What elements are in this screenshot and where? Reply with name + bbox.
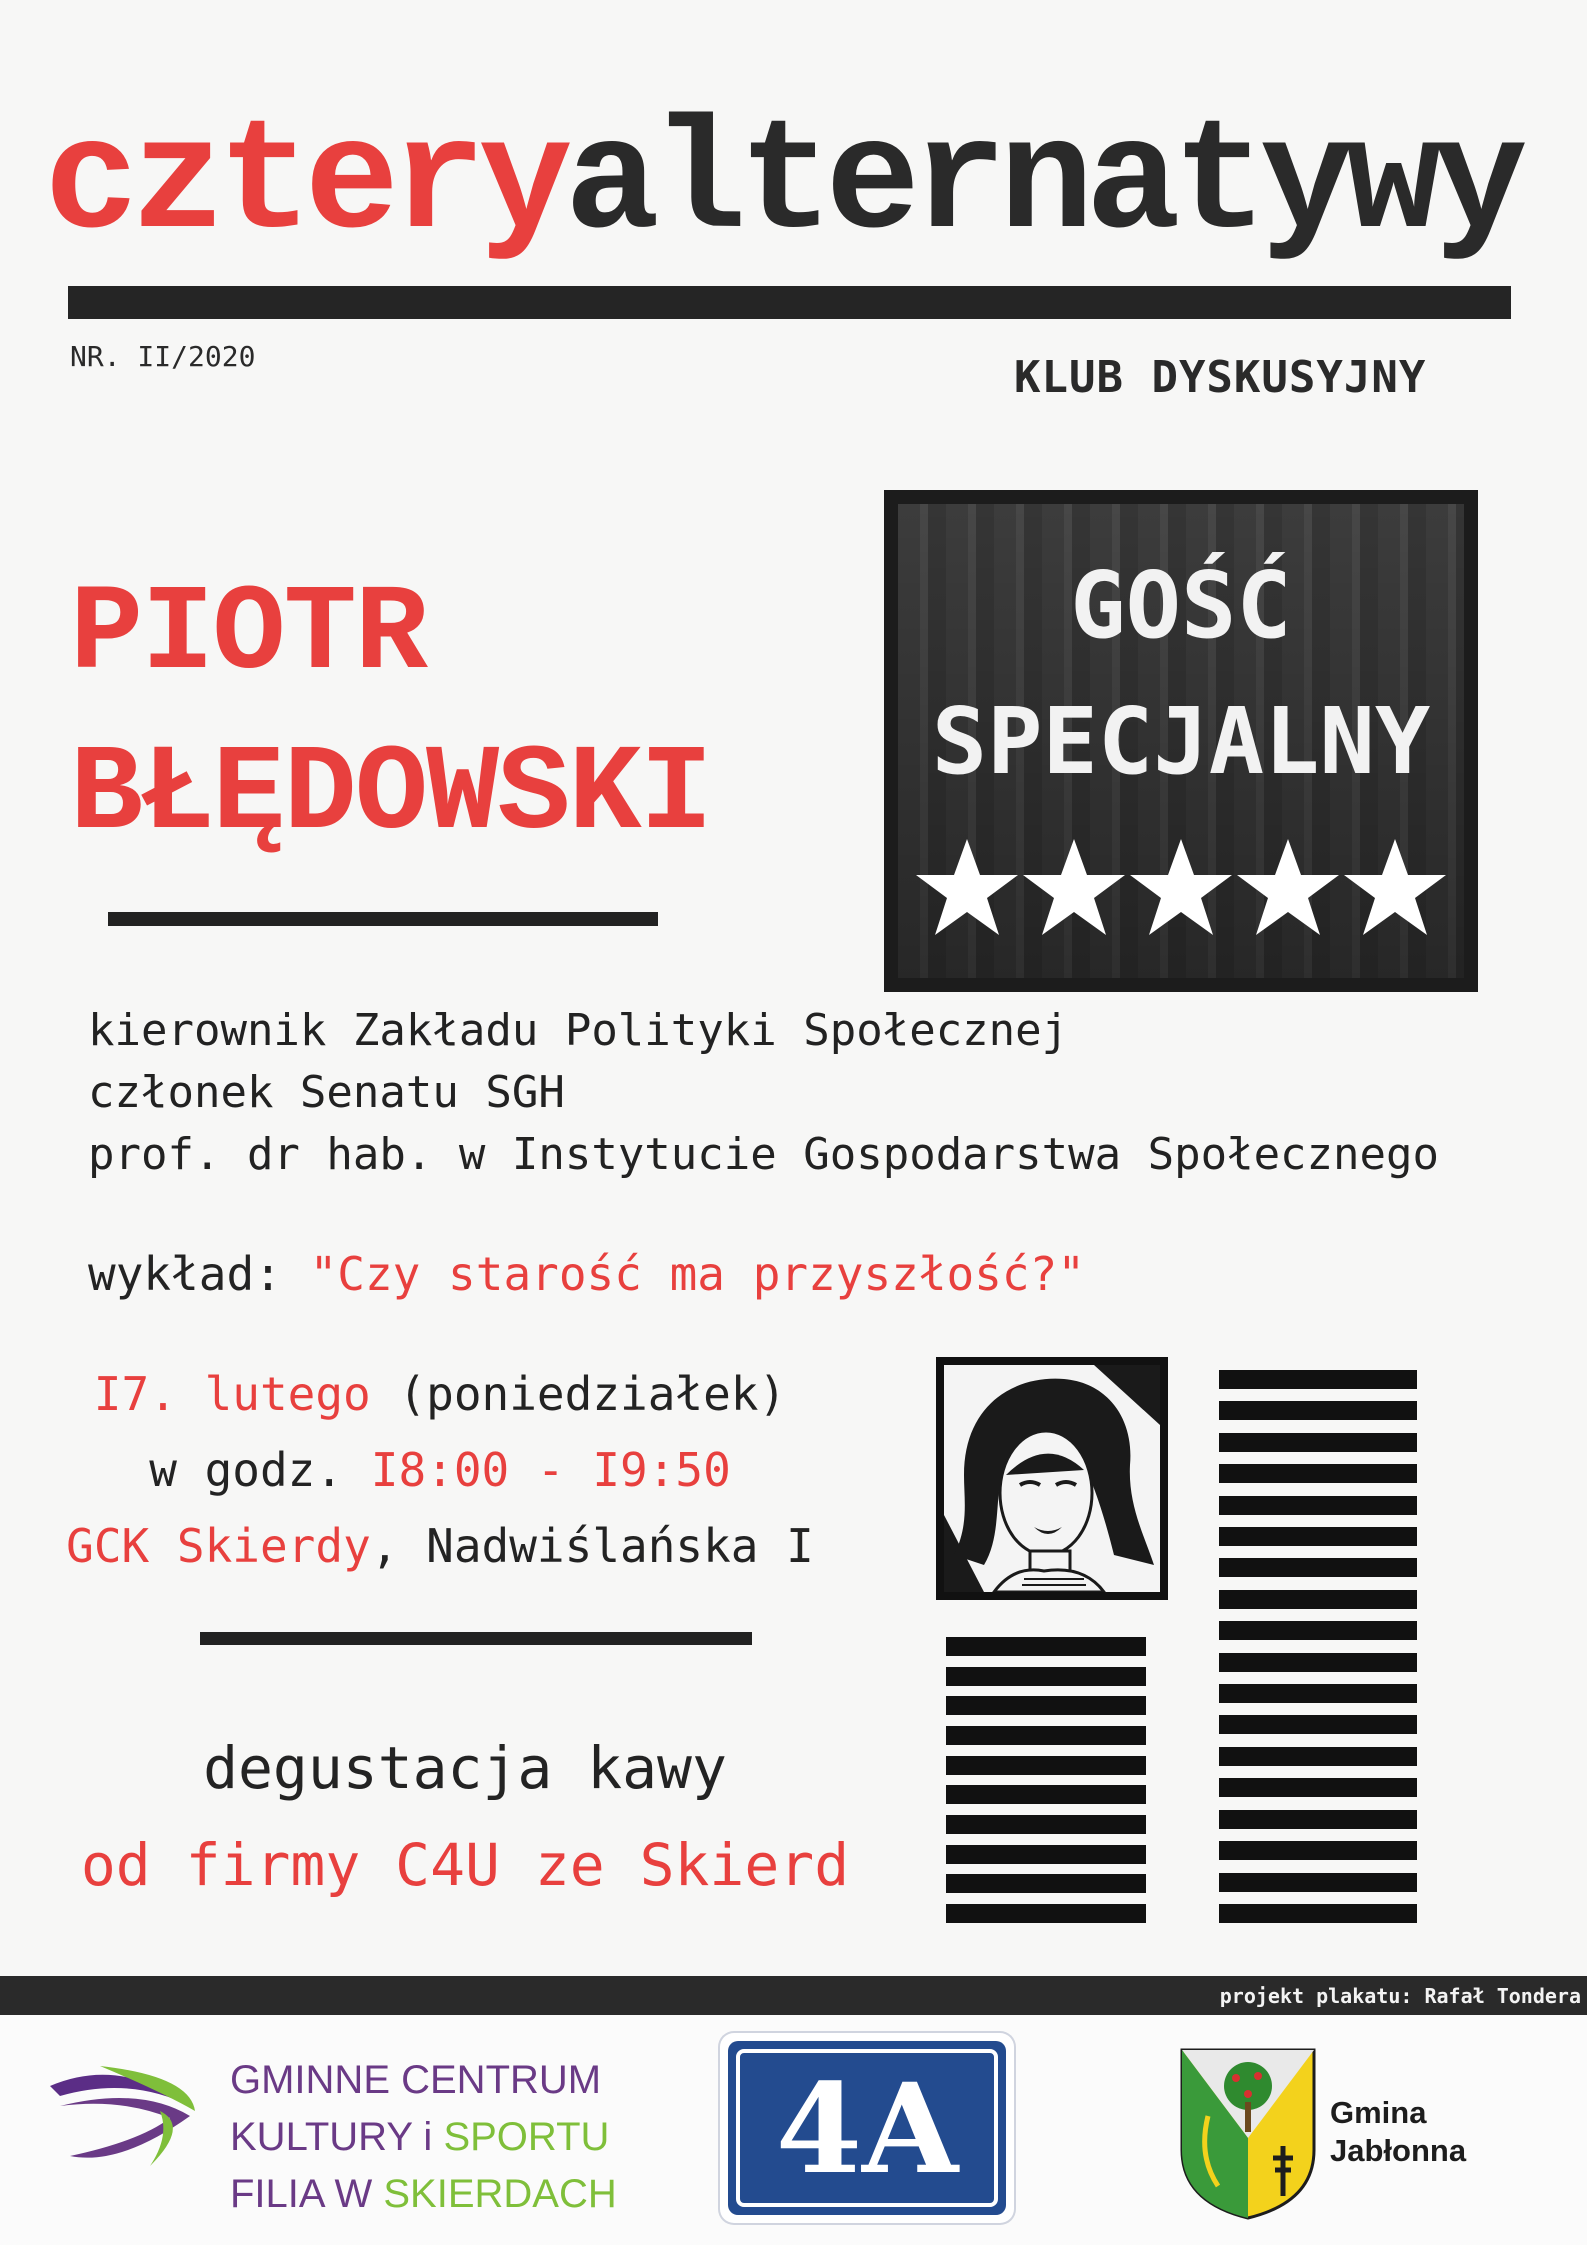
tasting-line2: od firmy C4U ze Skierd (80, 1831, 850, 1899)
bar (946, 1667, 1146, 1686)
date: I7. lutego (93, 1367, 371, 1421)
bar (1219, 1841, 1417, 1860)
star-icon (1344, 839, 1446, 935)
event-date (0, 1356, 880, 1432)
bar (1219, 1621, 1417, 1640)
lecture-label: wykład: (88, 1247, 282, 1301)
gmina-line2: Jabłonna (1330, 2133, 1467, 2168)
bar (1219, 1810, 1417, 1829)
address: , Nadwiślańska I (370, 1519, 814, 1573)
tasting-line1: degustacja kawy (203, 1734, 727, 1802)
badge-line2: SPECJALNY (931, 688, 1431, 795)
decorative-bars-left (946, 1637, 1146, 1923)
gmina-name (1330, 2094, 1466, 2170)
bar (946, 1637, 1146, 1656)
bar (1219, 1747, 1417, 1766)
lecture-title (88, 1243, 1085, 1305)
gck-swoosh-logo-icon (40, 2046, 200, 2176)
bar (1219, 1527, 1417, 1546)
gmina-line1: Gmina (1330, 2095, 1427, 2130)
badge-line1: GOŚĆ (1070, 552, 1292, 659)
woman-portrait-icon (944, 1365, 1160, 1592)
masthead-title (44, 90, 1544, 280)
bar (1219, 1558, 1417, 1577)
special-guest-badge (884, 490, 1478, 992)
event-divider (200, 1632, 752, 1645)
gmina-coat-of-arms-icon (1178, 2046, 1318, 2222)
star-icon (1237, 839, 1339, 935)
bar (1219, 1496, 1417, 1515)
bar (946, 1904, 1146, 1923)
bar (1219, 1873, 1417, 1892)
time-range: I8:00 - I9:50 (370, 1443, 731, 1497)
bar (946, 1845, 1146, 1864)
decorative-bars-right (1219, 1370, 1417, 1923)
role-line: kierownik Zakładu Polityki Społecznej (88, 1005, 1069, 1056)
sign-text: 4A (736, 2049, 998, 2207)
gck-line3-part: FILIA W (230, 2172, 373, 2216)
4a-sign-logo (720, 2033, 1014, 2223)
bar (946, 1756, 1146, 1775)
time-prefix: w godz. (149, 1443, 344, 1497)
star-icon (1023, 839, 1125, 935)
rating-stars (914, 835, 1448, 945)
event-time (0, 1432, 880, 1508)
guest-name-last: BŁĘDOWSKI (70, 725, 711, 864)
gck-line2 (230, 2109, 617, 2166)
gck-line2-part: i (423, 2115, 433, 2159)
bar (946, 1874, 1146, 1893)
star-icon (916, 839, 1018, 935)
masthead-part2: alternatywy (564, 95, 1520, 274)
masthead-part1: cztery (44, 95, 565, 274)
bar (946, 1785, 1146, 1804)
bar (946, 1696, 1146, 1715)
bar (1219, 1715, 1417, 1734)
lecture-topic: "Czy starość ma przyszłość?" (309, 1247, 1086, 1301)
role-line: członek Senatu SGH (88, 1067, 565, 1118)
bar (1219, 1590, 1417, 1609)
gck-line3 (230, 2166, 617, 2223)
role-line: prof. dr hab. w Instytucie Gospodarstwa Społecznego (88, 1129, 1440, 1180)
gck-line2-part: SPORTU (443, 2115, 610, 2159)
star-icon (1130, 839, 1232, 935)
bar (1219, 1464, 1417, 1483)
bar (1219, 1401, 1417, 1420)
issue-number: NR. II/2020 (70, 340, 256, 373)
bar (1219, 1904, 1417, 1923)
bar (946, 1726, 1146, 1745)
bar (946, 1815, 1146, 1834)
bar (1219, 1433, 1417, 1452)
guest-name (70, 555, 711, 875)
bar (1219, 1684, 1417, 1703)
weekday: (poniedziałek) (398, 1367, 787, 1421)
bar (1219, 1653, 1417, 1672)
retro-woman-illustration (936, 1357, 1168, 1600)
venue: GCK Skierdy (66, 1519, 371, 1573)
guest-roles (88, 1000, 1439, 1186)
event-venue (0, 1508, 880, 1584)
bar (1219, 1370, 1417, 1389)
masthead-rule (68, 286, 1511, 319)
bar (1219, 1778, 1417, 1797)
gck-name (230, 2052, 617, 2223)
gck-line3-part: SKIERDACH (383, 2172, 617, 2216)
poster-credit: projekt plakatu: Rafał Tondera (1219, 1984, 1581, 2008)
guest-name-first: PIOTR (70, 565, 427, 704)
gck-line1: GMINNE CENTRUM (230, 2058, 602, 2102)
gck-line2-part: KULTURY (230, 2115, 413, 2159)
name-divider (108, 912, 658, 926)
club-label: KLUB DYSKUSYJNY (1014, 352, 1427, 403)
